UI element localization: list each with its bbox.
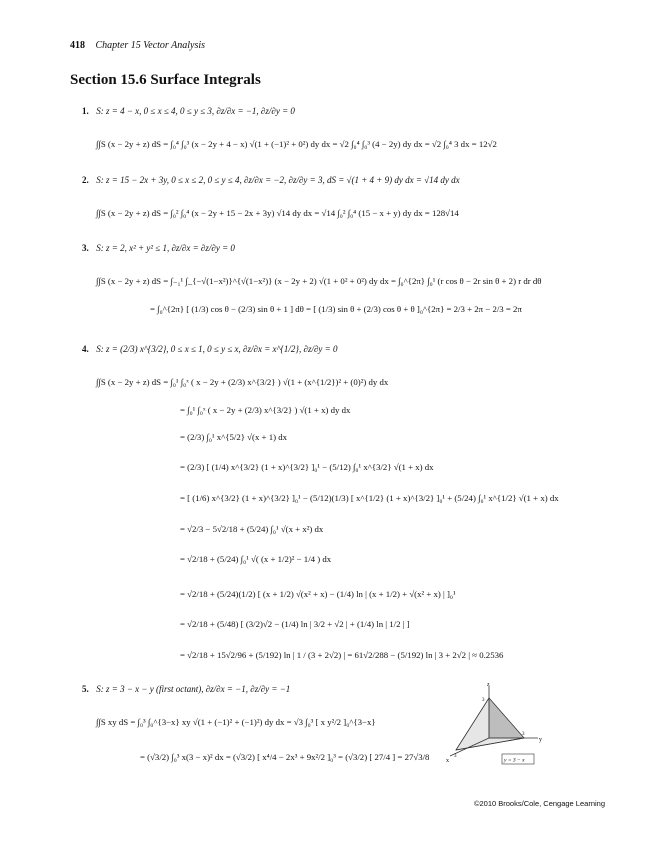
section-title: Section 15.6 Surface Integrals [70, 72, 261, 88]
problem-5-statement: 5. S: z = 3 − x − y (first octant), ∂z/∂x = −1, ∂z/∂y = −1 [82, 684, 291, 694]
problem-1-line-1: ∫∫S (x − 2y + z) dS = ∫₀⁴ ∫₀³ (x − 2y + 4 − x) √(1 + (−1)² + 0²) dy dx = √2 ∫₀⁴ ∫₀³ (4 − 2y) dy dx = √2 ∫₀⁴ 3 dx = 12√2 [96, 139, 497, 149]
problem-4-line-6: = √2/3 − 5√2/18 + (5/24) ∫₀¹ √(x + x²) dx [180, 524, 324, 534]
problem-4-line-5: = [ (1/6) x^{3/2} (1 + x)^{3/2} ]₀¹ − (5/12)(1/3) [ x^{1/2} (1 + x)^{3/2} ]₀¹ + (5/24) ∫₀¹ x^{1/2} √(1 + x) dx [180, 493, 559, 503]
problem-4-line-7: = √2/18 + (5/24) ∫₀¹ √( (x + 1/2)² − 1/4 ) dx [180, 554, 332, 564]
copyright-footer: ©2010 Brooks/Cole, Cengage Learning [473, 799, 605, 808]
chapter-title: Chapter 15 Vector Analysis [95, 40, 206, 51]
x-tick-label: 3 [454, 754, 457, 759]
x-axis-label: x [446, 758, 449, 764]
problem-4-line-10: = √2/18 + 15√2/96 + (5/192) ln | 1 / (3 + 2√2) | = 61√2/288 − (5/192) ln | 3 + 2√2 | ≈ 0.2536 [180, 650, 504, 660]
problem-4-line-3: = (2/3) ∫₀¹ x^{5/2} √(x + 1) dx [180, 432, 288, 442]
plane-label: y = 3 − x [504, 757, 525, 764]
page-header [70, 40, 205, 51]
y-axis-label: y [539, 737, 542, 743]
z-axis-label: z [487, 682, 490, 688]
shaded-face [489, 698, 524, 738]
z-tick-label: 3 [482, 698, 485, 703]
problem-4-line-9: = √2/18 + (5/48) [ (3/2)√2 − (1/4) ln | 3/2 + √2 | + (1/4) ln | 1/2 | ] [180, 619, 410, 629]
problem-2-line-1: ∫∫S (x − 2y + z) dS = ∫₀² ∫₀⁴ (x − 2y + 15 − 2x + 3y) √14 dy dx = √14 ∫₀² ∫₀⁴ (15 − x + y) dy dx = 128√14 [96, 208, 459, 218]
problem-4-line-8: = √2/18 + (5/24)(1/2) [ (x + 1/2) √(x² + x) − (1/4) ln | (x + 1/2) + √(x² + x) | ]₀¹ [180, 589, 456, 599]
problem-2-statement: 2. S: z = 15 − 2x + 3y, 0 ≤ x ≤ 2, 0 ≤ y ≤ 4, ∂z/∂x = −2, ∂z/∂y = 3, dS = √(1 + 4 + 9) dy dx = √14 dy dx [82, 175, 460, 185]
problem-1-statement: 1. S: z = 4 − x, 0 ≤ x ≤ 4, 0 ≤ y ≤ 3, ∂z/∂x = −1, ∂z/∂y = 0 [82, 106, 295, 116]
problem-5-line-2: = (√3/2) ∫₀³ x(3 − x)² dx = (√3/2) [ x⁴/4 − 2x³ + 9x²/2 ]₀³ = (√3/2) [ 27/4 ] = 27√3/8 [140, 752, 430, 762]
problem-5-line-1: ∫∫S xy dS = ∫₀³ ∫₀^{3−x} xy √(1 + (−1)² + (−1)²) dy dx = √3 ∫₀³ [ x y²/2 ]₀^{3−x} [96, 717, 376, 727]
tetrahedron-figure [444, 682, 544, 772]
problem-3-line-2: = ∫₀^{2π} [ (1/3) cos θ − (2/3) sin θ + 1 ] dθ = [ (1/3) sin θ + (2/3) cos θ + θ ]₀^{2π} = 2/3 + 2π − 2/3 = 2π [150, 304, 522, 314]
problem-3-line-1: ∫∫S (x − 2y + z) dS = ∫₋₁¹ ∫_{−√(1−x²)}^{√(1−x²)} (x − 2y + 2) √(1 + 0² + 0²) dy dx = ∫₀^{2π} ∫₀¹ (r cos θ − 2r sin θ + 2) r dr dθ [96, 276, 542, 286]
y-tick-label: 3 [522, 732, 525, 737]
problem-3-statement: 3. S: z = 2, x² + y² ≤ 1, ∂z/∂x = ∂z/∂y = 0 [82, 243, 235, 253]
problem-4-line-2: = ∫₀¹ ∫₀ˣ ( x − 2y + (2/3) x^{3/2} ) √(1 + x) dy dx [180, 405, 351, 415]
problem-4-statement: 4. S: z = (2/3) x^{3/2}, 0 ≤ x ≤ 1, 0 ≤ y ≤ x, ∂z/∂x = x^{1/2}, ∂z/∂y = 0 [82, 344, 338, 354]
page-number: 418 [70, 40, 85, 51]
problem-4-line-4: = (2/3) [ (1/4) x^{3/2} (1 + x)^{3/2} ]₀¹ − (5/12) ∫₀¹ x^{3/2} √(1 + x) dx [180, 462, 434, 472]
problem-4-line-1: ∫∫S (x − 2y + z) dS = ∫₀¹ ∫₀ˣ ( x − 2y + (2/3) x^{3/2} ) √(1 + (x^{1/2})² + (0)²) dy dx [96, 377, 389, 387]
